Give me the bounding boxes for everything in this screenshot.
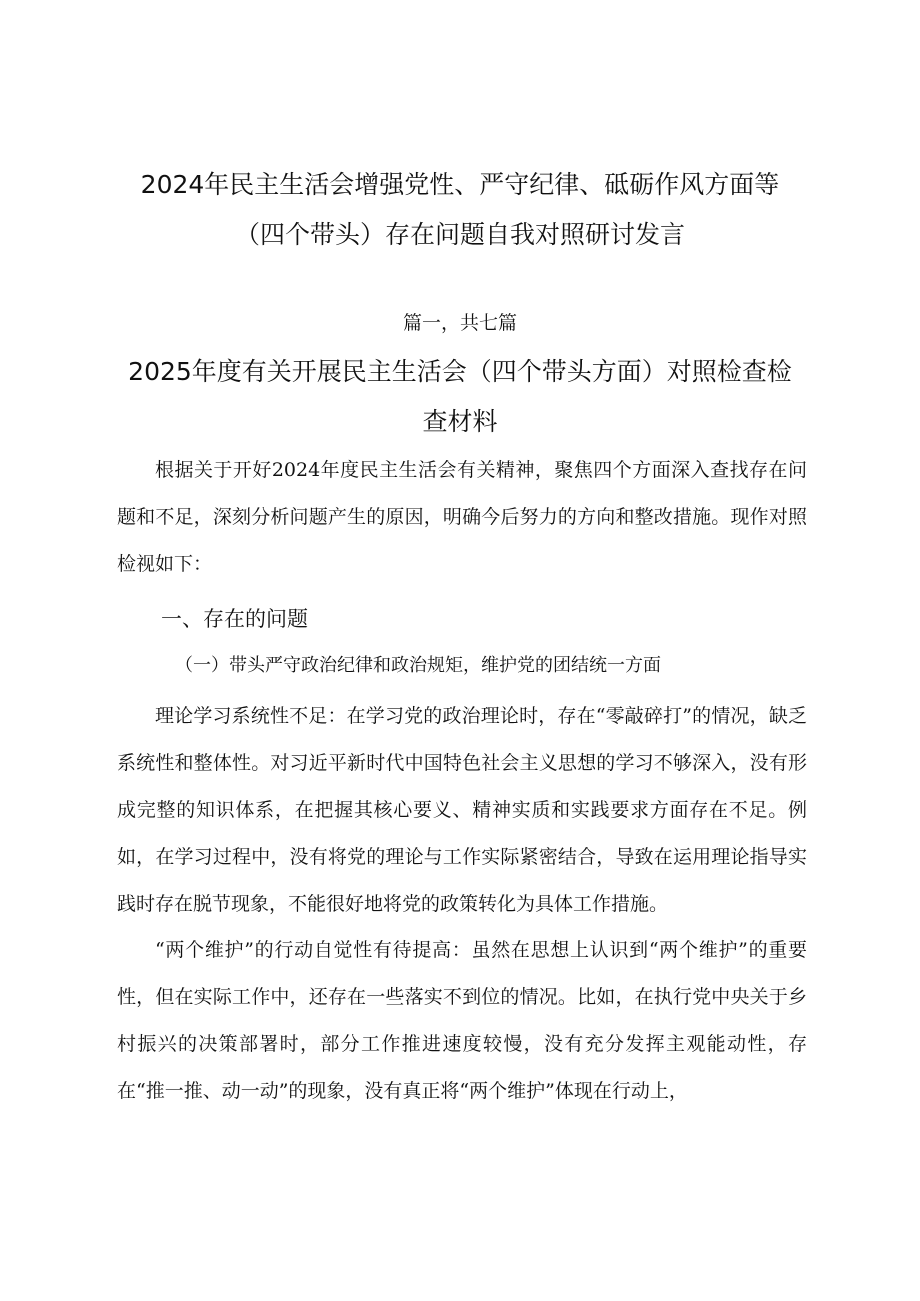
main-title: 2024年民主生活会增强党性、严守纪律、砥砺作风方面等（四个带头）存在问题自我对照研讨发言 [140,170,780,249]
section-heading: 一、存在的问题 [161,607,308,631]
intro-paragraph: 根据关于开好2024年度民主生活会有关精神，聚焦四个方面深入查找存在问题和不足，深刻分析问题产生的原因，明确今后努力的方向和整改措施。现作对照检视如下： [117,459,807,575]
article-title: 2025年度有关开展民主生活会（四个带头方面）对照检查检查材料 [128,357,792,436]
body-paragraph-2: “两个维护”的行动自觉性有待提高：虽然在思想上认识到“两个维护”的重要性，但在实际工作中，还存在一些落实不到位的情况。比如，在执行党中央关于乡村振兴的决策部署时，部分工作推进速度较慢，没有充分发挥主观能动性，存在“推一推、动一动”的现象，没有真正将“两个维护”体现在行动上， [117,939,807,1102]
article-label: 篇一，共七篇 [402,312,517,334]
subsection-heading: （一）带头严守政治纪律和政治规矩，维护党的团结统一方面 [175,655,661,676]
body-paragraph-1: 理论学习系统性不足：在学习党的政治理论时，存在“零敲碎打”的情况，缺乏系统性和整体性。对习近平新时代中国特色社会主义思想的学习不够深入，没有形成完整的知识体系，在把握其核心要义、精神实质和实践要求方面存在不足。例如，在学习过程中，没有将党的理论与工作实际紧密结合，导致在运用理论指导实践时存在脱节现象，不能很好地将党的政策转化为具体工作措施。 [117,705,807,915]
